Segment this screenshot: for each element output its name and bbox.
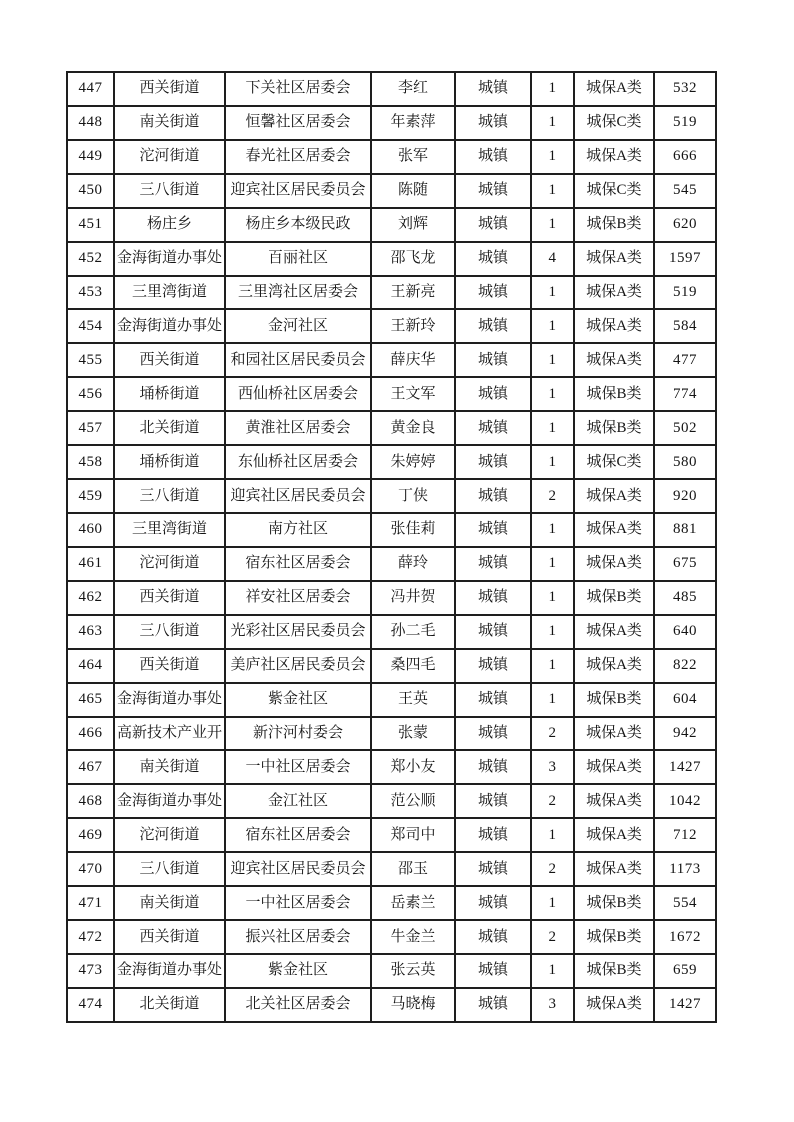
table-row xyxy=(67,886,716,920)
cell-residence: 城镇 xyxy=(455,377,531,411)
cell-community: 北关社区居委会 xyxy=(225,988,371,1022)
cell-community: 杨庄乡本级民政 xyxy=(225,208,371,242)
cell-category: 城保A类 xyxy=(574,750,654,784)
table-row xyxy=(67,242,716,276)
cell-community: 春光社区居委会 xyxy=(225,140,371,174)
cell-category: 城保B类 xyxy=(574,886,654,920)
cell-amount: 532 xyxy=(654,72,716,106)
cell-community: 黄淮社区居委会 xyxy=(225,411,371,445)
cell-no: 454 xyxy=(67,309,114,343)
cell-community: 南方社区 xyxy=(225,513,371,547)
cell-residence: 城镇 xyxy=(455,852,531,886)
cell-person: 王新玲 xyxy=(371,309,455,343)
cell-community: 紫金社区 xyxy=(225,954,371,988)
cell-community: 振兴社区居委会 xyxy=(225,920,371,954)
cell-count: 1 xyxy=(531,343,574,377)
cell-count: 1 xyxy=(531,649,574,683)
table-row xyxy=(67,377,716,411)
cell-count: 2 xyxy=(531,852,574,886)
cell-person: 王文军 xyxy=(371,377,455,411)
cell-residence: 城镇 xyxy=(455,649,531,683)
cell-community: 迎宾社区居民委员会 xyxy=(225,174,371,208)
cell-no: 470 xyxy=(67,852,114,886)
cell-community: 迎宾社区居民委员会 xyxy=(225,479,371,513)
cell-community: 恒馨社区居委会 xyxy=(225,106,371,140)
cell-no: 468 xyxy=(67,784,114,818)
cell-count: 1 xyxy=(531,174,574,208)
cell-community: 东仙桥社区居委会 xyxy=(225,445,371,479)
cell-person: 丁侠 xyxy=(371,479,455,513)
cell-category: 城保A类 xyxy=(574,818,654,852)
cell-person: 牛金兰 xyxy=(371,920,455,954)
cell-person: 邵飞龙 xyxy=(371,242,455,276)
cell-count: 1 xyxy=(531,377,574,411)
cell-count: 2 xyxy=(531,784,574,818)
cell-person: 黄金良 xyxy=(371,411,455,445)
cell-category: 城保A类 xyxy=(574,852,654,886)
cell-street: 西关街道 xyxy=(114,920,225,954)
cell-category: 城保A类 xyxy=(574,309,654,343)
cell-amount: 485 xyxy=(654,581,716,615)
cell-no: 449 xyxy=(67,140,114,174)
cell-residence: 城镇 xyxy=(455,208,531,242)
cell-count: 4 xyxy=(531,242,574,276)
cell-person: 郑司中 xyxy=(371,818,455,852)
table-row xyxy=(67,920,716,954)
cell-category: 城保B类 xyxy=(574,581,654,615)
cell-category: 城保A类 xyxy=(574,140,654,174)
cell-amount: 920 xyxy=(654,479,716,513)
cell-count: 1 xyxy=(531,72,574,106)
table-row xyxy=(67,309,716,343)
cell-category: 城保A类 xyxy=(574,988,654,1022)
table-row xyxy=(67,784,716,818)
cell-count: 1 xyxy=(531,683,574,717)
cell-residence: 城镇 xyxy=(455,784,531,818)
table-row xyxy=(67,547,716,581)
cell-street: 三八街道 xyxy=(114,615,225,649)
cell-amount: 519 xyxy=(654,276,716,310)
cell-street: 沱河街道 xyxy=(114,547,225,581)
cell-category: 城保B类 xyxy=(574,954,654,988)
cell-amount: 774 xyxy=(654,377,716,411)
cell-residence: 城镇 xyxy=(455,683,531,717)
cell-residence: 城镇 xyxy=(455,174,531,208)
cell-amount: 881 xyxy=(654,513,716,547)
cell-residence: 城镇 xyxy=(455,513,531,547)
cell-amount: 519 xyxy=(654,106,716,140)
table-row xyxy=(67,208,716,242)
cell-category: 城保A类 xyxy=(574,343,654,377)
cell-category: 城保A类 xyxy=(574,242,654,276)
cell-category: 城保B类 xyxy=(574,411,654,445)
cell-street: 北关街道 xyxy=(114,988,225,1022)
cell-street: 西关街道 xyxy=(114,343,225,377)
cell-community: 祥安社区居委会 xyxy=(225,581,371,615)
cell-community: 美庐社区居民委员会 xyxy=(225,649,371,683)
cell-category: 城保A类 xyxy=(574,615,654,649)
cell-no: 465 xyxy=(67,683,114,717)
cell-count: 2 xyxy=(531,920,574,954)
cell-count: 1 xyxy=(531,818,574,852)
cell-residence: 城镇 xyxy=(455,276,531,310)
cell-amount: 666 xyxy=(654,140,716,174)
cell-residence: 城镇 xyxy=(455,954,531,988)
cell-street: 三八街道 xyxy=(114,479,225,513)
cell-street: 西关街道 xyxy=(114,72,225,106)
table-row xyxy=(67,683,716,717)
cell-residence: 城镇 xyxy=(455,717,531,751)
cell-residence: 城镇 xyxy=(455,750,531,784)
cell-community: 紫金社区 xyxy=(225,683,371,717)
cell-category: 城保B类 xyxy=(574,208,654,242)
cell-person: 张云英 xyxy=(371,954,455,988)
cell-street: 三八街道 xyxy=(114,852,225,886)
cell-amount: 1597 xyxy=(654,242,716,276)
cell-street: 埇桥街道 xyxy=(114,445,225,479)
table-row xyxy=(67,411,716,445)
table-row xyxy=(67,174,716,208)
cell-no: 462 xyxy=(67,581,114,615)
cell-amount: 554 xyxy=(654,886,716,920)
cell-residence: 城镇 xyxy=(455,920,531,954)
cell-amount: 620 xyxy=(654,208,716,242)
cell-no: 453 xyxy=(67,276,114,310)
cell-person: 李红 xyxy=(371,72,455,106)
cell-community: 百丽社区 xyxy=(225,242,371,276)
cell-no: 450 xyxy=(67,174,114,208)
cell-amount: 1042 xyxy=(654,784,716,818)
cell-count: 1 xyxy=(531,547,574,581)
table-row xyxy=(67,649,716,683)
cell-residence: 城镇 xyxy=(455,309,531,343)
cell-no: 466 xyxy=(67,717,114,751)
cell-person: 马晓梅 xyxy=(371,988,455,1022)
cell-street: 沱河街道 xyxy=(114,818,225,852)
cell-category: 城保C类 xyxy=(574,106,654,140)
cell-count: 3 xyxy=(531,750,574,784)
cell-no: 471 xyxy=(67,886,114,920)
cell-amount: 584 xyxy=(654,309,716,343)
cell-street: 三里湾街道 xyxy=(114,276,225,310)
cell-person: 邵玉 xyxy=(371,852,455,886)
cell-count: 1 xyxy=(531,954,574,988)
cell-category: 城保A类 xyxy=(574,479,654,513)
cell-amount: 1427 xyxy=(654,988,716,1022)
table-row xyxy=(67,581,716,615)
cell-community: 一中社区居委会 xyxy=(225,750,371,784)
cell-residence: 城镇 xyxy=(455,445,531,479)
table-row xyxy=(67,445,716,479)
cell-community: 三里湾社区居委会 xyxy=(225,276,371,310)
cell-count: 1 xyxy=(531,411,574,445)
cell-amount: 604 xyxy=(654,683,716,717)
cell-category: 城保A类 xyxy=(574,547,654,581)
table-row xyxy=(67,106,716,140)
cell-category: 城保A类 xyxy=(574,72,654,106)
cell-no: 474 xyxy=(67,988,114,1022)
table-row xyxy=(67,615,716,649)
cell-count: 1 xyxy=(531,615,574,649)
cell-amount: 1672 xyxy=(654,920,716,954)
cell-residence: 城镇 xyxy=(455,818,531,852)
cell-person: 刘辉 xyxy=(371,208,455,242)
cell-residence: 城镇 xyxy=(455,140,531,174)
cell-person: 王英 xyxy=(371,683,455,717)
cell-count: 1 xyxy=(531,208,574,242)
cell-residence: 城镇 xyxy=(455,72,531,106)
cell-category: 城保A类 xyxy=(574,649,654,683)
cell-amount: 675 xyxy=(654,547,716,581)
cell-no: 461 xyxy=(67,547,114,581)
cell-no: 451 xyxy=(67,208,114,242)
cell-amount: 822 xyxy=(654,649,716,683)
cell-amount: 502 xyxy=(654,411,716,445)
cell-residence: 城镇 xyxy=(455,581,531,615)
cell-person: 朱婷婷 xyxy=(371,445,455,479)
cell-community: 光彩社区居民委员会 xyxy=(225,615,371,649)
cell-person: 桑四毛 xyxy=(371,649,455,683)
table-row xyxy=(67,276,716,310)
cell-street: 南关街道 xyxy=(114,106,225,140)
cell-person: 张佳莉 xyxy=(371,513,455,547)
cell-person: 张军 xyxy=(371,140,455,174)
cell-amount: 942 xyxy=(654,717,716,751)
cell-community: 西仙桥社区居委会 xyxy=(225,377,371,411)
cell-residence: 城镇 xyxy=(455,615,531,649)
cell-no: 457 xyxy=(67,411,114,445)
cell-community: 金河社区 xyxy=(225,309,371,343)
cell-street: 金海街道办事处 xyxy=(114,242,225,276)
cell-street: 金海街道办事处 xyxy=(114,309,225,343)
cell-street: 南关街道 xyxy=(114,886,225,920)
cell-count: 1 xyxy=(531,309,574,343)
table-row xyxy=(67,954,716,988)
cell-amount: 1173 xyxy=(654,852,716,886)
cell-community: 一中社区居委会 xyxy=(225,886,371,920)
cell-street: 三八街道 xyxy=(114,174,225,208)
cell-street: 三里湾街道 xyxy=(114,513,225,547)
table-row xyxy=(67,852,716,886)
cell-residence: 城镇 xyxy=(455,886,531,920)
cell-person: 张蒙 xyxy=(371,717,455,751)
subsistence-allowance-table xyxy=(66,71,717,1023)
cell-person: 年素萍 xyxy=(371,106,455,140)
cell-community: 下关社区居委会 xyxy=(225,72,371,106)
table-row xyxy=(67,140,716,174)
cell-community: 宿东社区居委会 xyxy=(225,547,371,581)
cell-street: 沱河街道 xyxy=(114,140,225,174)
table-row xyxy=(67,513,716,547)
cell-no: 469 xyxy=(67,818,114,852)
cell-community: 新汴河村委会 xyxy=(225,717,371,751)
cell-no: 447 xyxy=(67,72,114,106)
cell-street: 杨庄乡 xyxy=(114,208,225,242)
table-row xyxy=(67,818,716,852)
cell-amount: 545 xyxy=(654,174,716,208)
cell-count: 1 xyxy=(531,140,574,174)
table-row xyxy=(67,717,716,751)
table-body xyxy=(67,72,716,1022)
cell-no: 455 xyxy=(67,343,114,377)
cell-category: 城保A类 xyxy=(574,513,654,547)
cell-category: 城保B类 xyxy=(574,920,654,954)
cell-count: 2 xyxy=(531,479,574,513)
cell-residence: 城镇 xyxy=(455,479,531,513)
cell-person: 岳素兰 xyxy=(371,886,455,920)
cell-count: 1 xyxy=(531,581,574,615)
cell-amount: 659 xyxy=(654,954,716,988)
cell-no: 472 xyxy=(67,920,114,954)
cell-person: 郑小友 xyxy=(371,750,455,784)
cell-category: 城保A类 xyxy=(574,784,654,818)
table-row xyxy=(67,72,716,106)
cell-category: 城保A类 xyxy=(574,276,654,310)
cell-street: 西关街道 xyxy=(114,649,225,683)
cell-category: 城保B类 xyxy=(574,683,654,717)
cell-residence: 城镇 xyxy=(455,988,531,1022)
cell-street: 高新技术产业开 xyxy=(114,717,225,751)
cell-no: 460 xyxy=(67,513,114,547)
cell-count: 1 xyxy=(531,886,574,920)
cell-no: 459 xyxy=(67,479,114,513)
cell-community: 金江社区 xyxy=(225,784,371,818)
cell-community: 宿东社区居委会 xyxy=(225,818,371,852)
cell-count: 2 xyxy=(531,717,574,751)
cell-no: 467 xyxy=(67,750,114,784)
cell-street: 西关街道 xyxy=(114,581,225,615)
cell-count: 1 xyxy=(531,106,574,140)
cell-count: 1 xyxy=(531,445,574,479)
cell-count: 3 xyxy=(531,988,574,1022)
cell-category: 城保C类 xyxy=(574,445,654,479)
cell-person: 冯井贺 xyxy=(371,581,455,615)
cell-category: 城保A类 xyxy=(574,717,654,751)
cell-street: 金海街道办事处 xyxy=(114,954,225,988)
cell-no: 458 xyxy=(67,445,114,479)
cell-no: 456 xyxy=(67,377,114,411)
cell-amount: 640 xyxy=(654,615,716,649)
cell-street: 金海街道办事处 xyxy=(114,683,225,717)
cell-no: 463 xyxy=(67,615,114,649)
cell-amount: 1427 xyxy=(654,750,716,784)
cell-person: 王新亮 xyxy=(371,276,455,310)
cell-community: 和园社区居民委员会 xyxy=(225,343,371,377)
table-row xyxy=(67,988,716,1022)
cell-person: 薛玲 xyxy=(371,547,455,581)
table-row xyxy=(67,750,716,784)
cell-residence: 城镇 xyxy=(455,106,531,140)
cell-no: 473 xyxy=(67,954,114,988)
cell-category: 城保B类 xyxy=(574,377,654,411)
cell-person: 孙二毛 xyxy=(371,615,455,649)
cell-residence: 城镇 xyxy=(455,411,531,445)
table-row xyxy=(67,479,716,513)
cell-street: 南关街道 xyxy=(114,750,225,784)
cell-community: 迎宾社区居民委员会 xyxy=(225,852,371,886)
cell-category: 城保C类 xyxy=(574,174,654,208)
cell-person: 陈随 xyxy=(371,174,455,208)
cell-amount: 712 xyxy=(654,818,716,852)
cell-street: 金海街道办事处 xyxy=(114,784,225,818)
cell-count: 1 xyxy=(531,513,574,547)
cell-count: 1 xyxy=(531,276,574,310)
cell-person: 范公顺 xyxy=(371,784,455,818)
cell-street: 埇桥街道 xyxy=(114,377,225,411)
cell-person: 薛庆华 xyxy=(371,343,455,377)
cell-residence: 城镇 xyxy=(455,242,531,276)
cell-amount: 477 xyxy=(654,343,716,377)
cell-residence: 城镇 xyxy=(455,547,531,581)
cell-no: 452 xyxy=(67,242,114,276)
cell-street: 北关街道 xyxy=(114,411,225,445)
cell-amount: 580 xyxy=(654,445,716,479)
cell-residence: 城镇 xyxy=(455,343,531,377)
table-row xyxy=(67,343,716,377)
cell-no: 464 xyxy=(67,649,114,683)
cell-no: 448 xyxy=(67,106,114,140)
